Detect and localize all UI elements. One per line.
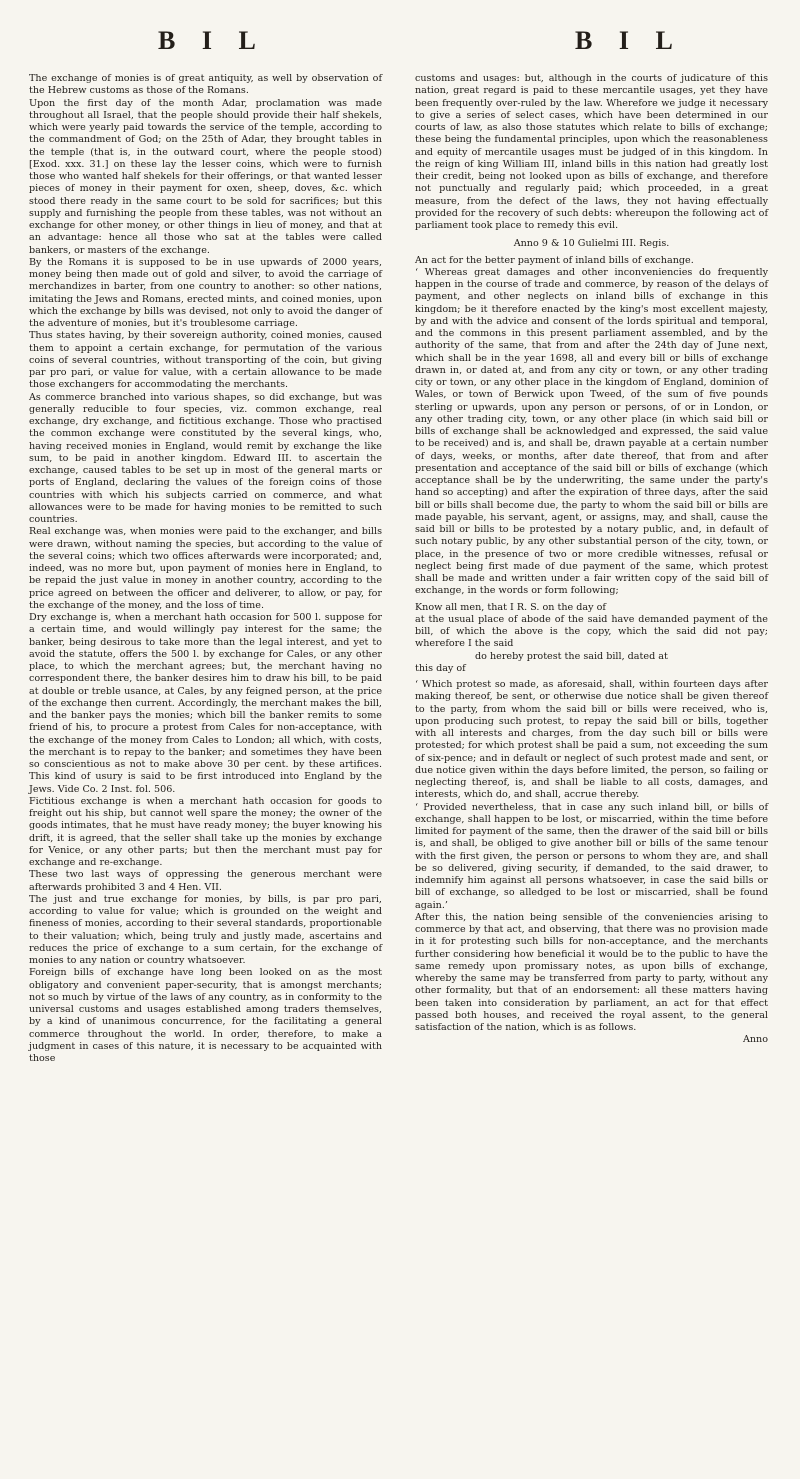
paragraph: The just and true exchange for monies, by bills, is par pro pari, according to value for value; which is grounded on the weight and fineness of monies, according to their several standards, proportionable to their valuation; which, being truly and justly made, ascertains and reduces the price of exchange to a sum certain, for the exchange of monies to any nation or country whatsoever. bbox=[29, 893, 382, 966]
paragraph: As commerce branched into various shapes, so did exchange, but was generally reducible to four species, viz. common exchange, real exchange, dry exchange, and fictitious exchange. Those who practised the common exchange were constituted by the several kings, who, having received monies in England, would remit by exchange the like sum, to be paid in another kingdom. Edward III. to ascertain the exchange, caused tables to be set up in most of the general marts or ports of England, declaring the values of the foreign coins of those countries with which his subjects carried on commerce, and what allowances were to be made for having monies to be remitted to such countries. bbox=[29, 391, 382, 525]
paragraph: Fictitious exchange is when a merchant hath occasion for goods to freight out his ship, but cannot well spare the money; the owner of the goods intimates, that he must have ready money; the buyer knowing his drift, it is agreed, that the seller shall take up the monies by exchange for Venice, or any other parts; but then the merchant must pay for exchange and re-exchange. bbox=[29, 795, 382, 868]
header-right: B I L bbox=[575, 26, 683, 55]
paragraph: By the Romans it is supposed to be in use upwards of 2000 years, money being then made out of gold and silver, to avoid the carriage of merchandizes in barter, from one country to another: so other nations, imitating the Jews and Romans, erected mints, and coined monies, upon which the exchange by bills was devised, not only to avoid the danger of the adventure of monies, but it's troublesome carriage. bbox=[29, 256, 383, 329]
paragraph: Upon the first day of the month Adar, proclamation was made throughout all Israel, that the people should provide their half shekels, which were yearly paid towards the service of the temple, according to the commandment of God; on the 25th of Adar, they brought tables in the temple (that is, in the outward court, where the people stood) [Exod. xxx. 31.] on these lay the lesser coins, which were to furnish those who wanted half shekels for their offerings, or that wanted lesser pieces of money in their payment for oxen, sheep, doves, &c. which stood there ready in the same court to be sold for sacrifices; but this supply and furnishing the people from these tables, was not without an exchange for other money, or other things in lieu of money, and that at an advantage: hence all those who sat at the tables were called bankers, or masters of the exchange. bbox=[29, 97, 382, 256]
left-column bbox=[29, 73, 382, 1065]
protest-form-line: this day of bbox=[415, 662, 466, 674]
act-text: ‘ Whereas great damages and other inconveniencies do frequently happen in the course of trade and commerce, by reason of the delays of payment, and other neglects on inland bills of exchange in this kingdom; be it therefore enacted by the king's most excellent majesty, by and with the advice and consent of the lords spiritual and temporal, and the commons in this present parliament assembled, and by the authority of the same, that from and after the 24th day of June next, which shall be in the year 1698, all and every bill or bills of exchange drawn in, or dated at, and from any city or town, or any other trading city or town, or any other place in the kingdom of England, dominion of Wales, or town of Berwick upon Tweed, of the sum of five pounds sterling or upwards, upon any person or persons, of or in London, or any other trading city, town, or any other place (in which said bill or bills of exchange shall be acknowledged and expressed, the said value to be received) and is, and shall be, drawn payable at a certain number of days, weeks, or months, after date thereof, that from and after presentation and acceptance of the said bill or bills of exchange (which acceptance shall be by the underwriting, the same under the party's hand so accepting) and after the expiration of three days, after the said bill or bills shall become due, the party to whom the said bill or bills are made payable, his servant, agent, or assigns, may, and shall, cause the said bill or bills to be protested by a notary public, and, in default of such notary public, by any other substantial person of the city, town, or place, in the presence of two or more credible witnesses, refusal or neglect being first made of due payment of the same, which protest shall be made and written under a fair written copy of the said bill of exchange, in the words or form following; bbox=[415, 266, 768, 597]
paragraph: customs and usages: but, although in the courts of judicature of this nation, great regard is paid to these mercantile usages, yet they have been frequently over-ruled by the law. Wherefore we judge it necessary to give a series of select cases, which have been determined in our courts of law, as also those statutes which relate to bills of exchange; these being the fundamental principles, upon which the reasonableness and equity of mercantile usages must be judged of in this kingdom. In the reign of king William III, inland bills in this nation had greatly lost their credit, being not looked upon as bills of exchange, and therefore not punctually and regularly paid; which proceeded, in a great measure, from the defect of the laws, they not having effectually provided for the recovery of such debts: whereupon the following act of parliament took place to remedy this evil. bbox=[415, 73, 768, 231]
paragraph: Real exchange was, when monies were paid to the exchanger, and bills were drawn, without naming the species, but according to the value of the several coins; which two offices afterwards were incorporated; and, indeed, was no more but, upon payment of monies here in England, to be repaid the just value in money in another country, according to the price agreed on between the officer and deliverer, to allow, or pay, for the exchange of the money, and the loss of time. bbox=[29, 526, 382, 611]
paragraph: Thus states having, by their sovereign authority, coined monies, caused them to appoint a certain exchange, for permutation of the various coins of several countries, without transporting of the coin, but giving par pro pari, or value for value, with a certain allowance to be made those exchangers for accommodating the merchants. bbox=[29, 330, 382, 391]
paragraph: After this, the nation being sensible of the conveniencies arising to commerce by that act, and observing, that there was no provision made in it for protesting such bills for non-acceptance, and the merchants further considering how beneficial it would be to the public to have the same remedy upon promissary notes, as upon bills of exchange, whereby the same may be transferred from party to party, without any other formality, but that of an endorsement: all these matters having been taken into consideration by parliament, an act for that effect passed both houses, and received the royal assent, to the general satisfaction of the nation, which is as follows. bbox=[415, 911, 768, 1033]
act-title: An act for the better payment of inland bills of exchange. bbox=[415, 254, 694, 266]
paragraph: Foreign bills of exchange have long been looked on as the most obligatory and convenient paper-security, that is amongst merchants; not so much by virtue of the laws of any country, as in conformity to the universal customs and usages established among traders themselves, by a kind of unanimous concurrence, for the facilitating a general commerce throughout the world. In order, therefore, to make a judgment in cases of this nature, it is necessary to be acquainted with those bbox=[29, 967, 382, 1064]
header-left: B I L bbox=[158, 26, 266, 55]
right-column bbox=[415, 73, 768, 1047]
statute-heading: Anno 9 & 10 Gulielmi III. Regis. bbox=[513, 238, 670, 250]
act-text: ‘ Which protest so made, as aforesaid, shall, within fourteen days after making thereof, be sent, or otherwise due notice shall be given thereof to the party, from whom the said bill or bills were received, who is, upon producing such protest, to repay the said bill or bills, together with all interests and charges, from the day such bill or bills were protested; for which protest shall be paid a sum, not exceeding the sum of six-pence; and in default or neglect of such protest made and sent, or due notice given within the days before limited, the person, so failing or neglecting thereof, is, and shall be liable to all costs, damages, and interests, which do, and shall, accrue thereby. bbox=[415, 679, 768, 801]
paragraph: The exchange of monies is of great antiquity, as well by observation of the Hebrew customs as those of the Romans. bbox=[29, 73, 382, 97]
catchword: Anno bbox=[742, 1034, 768, 1046]
paragraph: Dry exchange is, when a merchant hath occasion for 500 l. suppose for a certain time, and would willingly pay interest for the same; the banker, being desirous to take more than the legal interest, and yet to avoid the statute, offers the 500 l. by exchange for Cales, or any other place, to which the merchant agrees; but, the merchant having no correspondent there, the banker desires him to draw his bill, to be paid at double or treble usance, at Cales, by any feigned person, at the price of the exchange then current. Accordingly, the merchant makes the bill, and the banker pays the monies; which bill the banker remits to some friend of his, to procure a protest from Cales for non-acceptance, with the exchange of the money from Cales to London; all which, with costs, the merchant is to repay to the banker; and sometimes they have been so conscientious as not to make above 30 per cent. by these artifices. This kind of usury is said to be first introduced into England by the Jews. Vide Co. 2 Inst. fol. 506. bbox=[29, 612, 382, 795]
paragraph: These two last ways of oppressing the generous merchant were afterwards prohibited 3 and 4 Hen. VII. bbox=[29, 869, 382, 893]
running-header bbox=[0, 8, 800, 68]
act-text: ‘ Provided nevertheless, that in case any such inland bill, or bills of exchange, shall happen to be lost, or miscarried, within the time before limited for payment of the same, then the drawer of the said bill or bills is, and shall, be obliged to give another bill or bills of the same tenour with the first given, the person or persons to whom they are, and shall be so delivered, giving security, if demanded, to the said drawer, to indemnify him against all persons whatsoever, in case the said bills or bill of exchange, so alledged to be lost or miscarried, shall be found again.’ bbox=[415, 801, 768, 911]
protest-form-line: at the usual place of abode of the said have demanded payment of the bill, of which the above is the copy, which the said did not pay; wherefore I the said bbox=[415, 613, 768, 650]
protest-form-line: do hereby protest the said bill, dated at bbox=[475, 650, 668, 662]
protest-form-line: Know all men, that I R. S. on the day of bbox=[415, 601, 606, 613]
